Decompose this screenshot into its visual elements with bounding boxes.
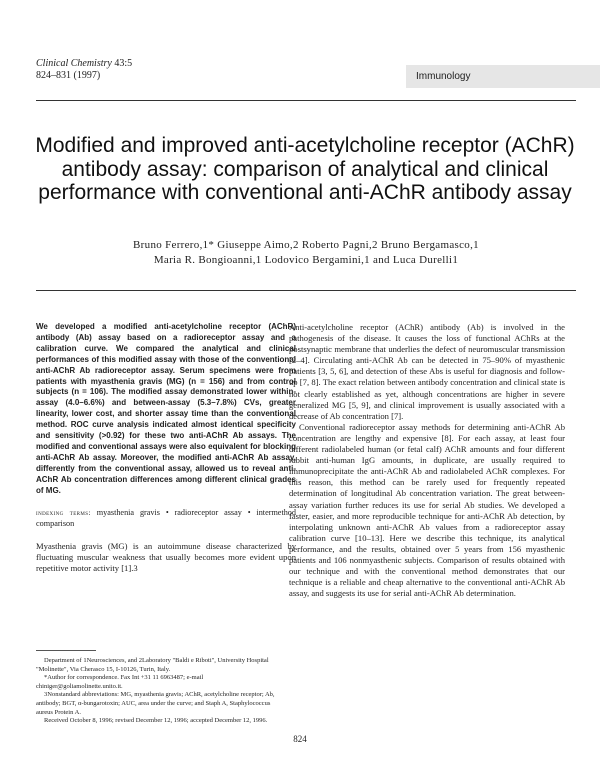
body-paragraph-1: Anti-acetylcholine receptor (AChR) antibody (Ab) is involved in the pathogenesis of the disease. It causes the loss of functional AChRs at the postsynaptic membrane that underlies the defect of neuromuscular transmission [2–4]. Circulating anti-AChR Ab can be detected in 75–90% of myasthenic patients [3, 5, 6], and detection of these Abs is useful for diagnosis and follow-up [7, 8]. The exact relation between antibody concentration and clinical state is not clearly established as yet, although concentrations are higher in severe generalized MG [5, 9], and clinical improvement is usually associated with a decrease of Ab concentration [7]. <box>289 322 565 421</box>
page-number: 824 <box>293 734 307 744</box>
author-line-2: Maria R. Bongioanni,1 Lodovico Bergamini,1 and Luca Durelli1 <box>153 254 459 266</box>
footnotes <box>36 657 286 726</box>
journal-volume: 43:5 <box>114 58 133 69</box>
footnote-received: Received October 8, 1996; revised December 12, 1996; accepted December 12, 1996. <box>44 717 268 725</box>
indexing-terms-list: myasthenia gravis • radioreceptor assay • intermethod comparison <box>36 507 296 528</box>
footnote-abbreviations: 3Nonstandard abbreviations: MG, myasthenia gravis; AChR, acetylcholine receptor; Ab, antibody; BGT, α-bungarotoxin; AUC, area under the curve; and Staph A, Staphylococcus aureus Protein A. <box>36 691 275 716</box>
right-column <box>289 322 565 599</box>
intro-paragraph: Myasthenia gravis (MG) is an autoimmune disease characterized by fluctuating muscular weakness that usually becomes more evident upon repetitive motor activity [1].3 <box>36 540 296 573</box>
body-paragraph-2: Conventional radioreceptor assay methods for determining anti-AChR Ab concentration are lengthy and expensive [8]. For each assay, at least four different radiolabeled human (or fetal calf) AChR amounts and four different rabbit anti-human IgG amounts, in duplicate, are usually required to immunoprecipitate the anti-AChR Ab and radiolabeled AChR complexes. For this reason, this method can be rarely used for frequently repeated determination of longitudinal Ab concentration variation. The great between-assay variation further reduces its use for serial Ab studies. We developed a faster, easier, and more reproducible technique for anti-AChR Ab detection, by interpolating unknown anti-AChR Ab values from a radioreceptor assay calibration curve [10–13]. Here we describe this technique, its analytical performance, and the results, obtained over 5 years from 156 myasthenic patients and 106 nonmyasthenic subjects. Comparison of results obtained with our technique and with the conventional method demonstrates that our technique is a reliable and cheap alternative to the conventional anti-AChR Ab assay, and suggests its use for serial anti-AChR Ab determination. <box>289 421 565 599</box>
journal-citation <box>36 58 132 82</box>
author-line-1: Bruno Ferrero,1* Giuseppe Aimo,2 Roberto Pagni,2 Bruno Bergamasco,1 <box>133 239 479 251</box>
left-column <box>36 322 296 574</box>
abstract: We developed a modified anti-acetylcholine receptor (AChR) antibody (Ab) assay based on a radioreceptor assay and a calibration curve. We compared the analytical and clinical performances of this modified assay with those of the conventional anti-AChR Ab radioreceptor assay. Serum specimens were from patients with myasthenia gravis (MG) (n = 156) and from control subjects (n = 106). The modified assay demonstrated lower within-assay (4.0–6.6%) and between-assay (5.3–7.8%) CVs, greater linearity, lower cost, and shorter assay time than the conventional method. ROC curve analysis indicated almost identical specificity and sensitivity (>0.92) for these two anti-AChR Ab assays. The modified and conventional assays were also equivalent for blocking anti-AChR Ab assay. Moreover, the modified anti-AChR Ab assay, differently from the conventional assay, allowed us to reveal anti-AChR Ab concentration differences among different clinical grades of MG. <box>36 322 296 495</box>
footnote-affiliation: Department of 1Neurosciences, and 2Laboratory "Baldi e Riboti", University Hospital "Molinette", Via Cherasco 15, I-10126, Turin, Italy. <box>36 657 269 673</box>
header-rule <box>36 100 576 101</box>
section-label: Immunology <box>406 65 600 88</box>
article-title: Modified and improved anti-acetylcholine receptor (AChR) antibody assay: comparison of analytical and clinical performance with conventional anti-AChR antibody assay <box>35 134 575 204</box>
title-rule <box>36 290 576 291</box>
journal-name: Clinical Chemistry <box>36 58 112 69</box>
journal-pages-year: 824–831 (1997) <box>36 70 101 81</box>
indexing-terms <box>36 507 296 529</box>
footnote-rule <box>36 650 96 651</box>
author-list <box>36 238 576 268</box>
footnote-correspondence: *Author for correspondence. Fax Int +31 11 6963487; e-mail chiniger@goliamolinette.unito.it. <box>36 674 204 690</box>
indexing-terms-label: indexing terms: <box>36 507 91 517</box>
